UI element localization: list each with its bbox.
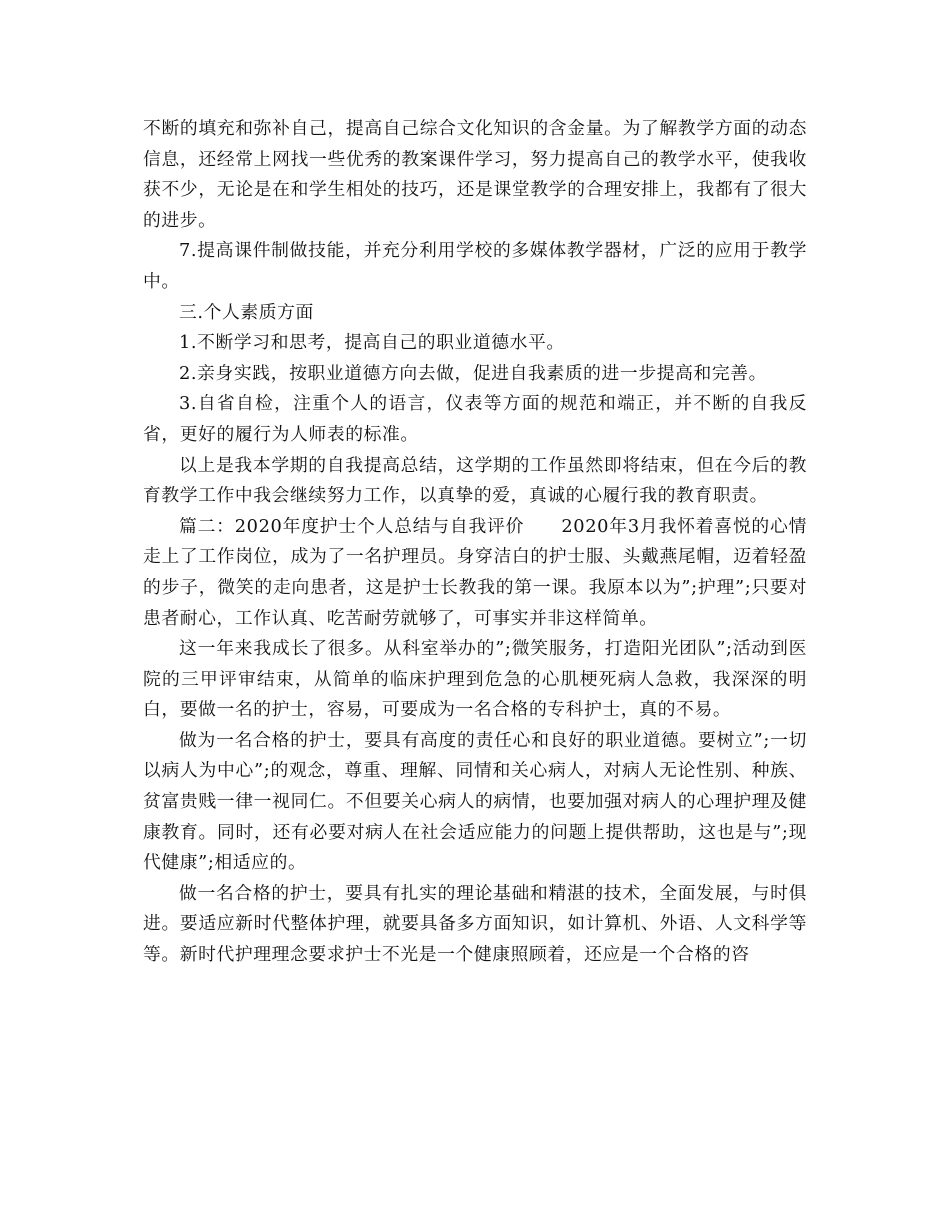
paragraph-growth: 这一年来我成长了很多。从科室举办的”;微笑服务，打造阳光团队”;活动到医院的三甲评审结束，从简单的临床护理到危急的心肌梗死病人急救，我深深的明白，要做一名的护士，容易，可要成为一名合格的专科护士，真的不易。 (143, 638, 807, 721)
paragraph-2: 7.提高课件制做技能，并充分利用学校的多媒体教学器材，广泛的应用于教学中。 (143, 240, 807, 292)
section-heading: 三.个人素质方面 (179, 301, 314, 323)
paragraph-part-two: 篇二：2020年度护士个人总结与自我评价 2020年3月我怀着喜悦的心情走上了工作岗位，成为了一名护理员。身穿洁白的护士服、头戴燕尾帽，迈着轻盈的步子，微笑的走向患者，这是护士长教我的第一课。我原本以为”;护理”;只要对患者耐心，工作认真、吃苦耐劳就够了，可事实并非这样简单。 (143, 515, 807, 629)
list-item-1: 1.不断学习和思考，提高自己的职业道德水平。 (179, 332, 565, 354)
paragraph-responsibility: 做为一名合格的护士，要具有高度的责任心和良好的职业道德。要树立”;一切以病人为中心”;的观念，尊重、理解、同情和关心病人，对病人无论性别、种族、贫富贵贱一律一视同仁。不但要关心病人的病情，也要加强对病人的心理护理及健康教育。同时，还有必要对病人在社会适应能力的问题上提供帮助，这也是与”;现代健康”;相适应的。 (143, 729, 807, 874)
list-item-2: 2.亲身实践，按职业道德方向去做，促进自我素质的进一步提高和完善。 (179, 362, 767, 384)
paragraph-summary: 以上是我本学期的自我提高总结，这学期的工作虽然即将结束，但在今后的教育教学工作中我会继续努力工作，以真挚的爱，真诚的心履行我的教育职责。 (143, 454, 807, 507)
paragraph-1: 不断的填充和弥补自己，提高自己综合文化知识的含金量。为了解教学方面的动态信息，还经常上网找一些优秀的教案课件学习，努力提高自己的教学水平，使我收获不少，无论是在和学生相处的技巧，还是课堂教学的合理安排上，我都有了很大的进步。 (143, 118, 807, 231)
paragraph-skills: 做一名合格的护士，要具有扎实的理论基础和精湛的技术，全面发展，与时俱进。要适应新时代整体护理，就要具备多方面知识，如计算机、外语、人文科学等等。新时代护理理念要求护士不光是一个健康照顾着，还应是一个合格的咨 (143, 882, 807, 966)
list-item-3: 3.自省自检，注重个人的语言，仪表等方面的规范和端正，并不断的自我反省，更好的履行为人师表的标准。 (143, 393, 807, 445)
document-page (143, 114, 807, 971)
